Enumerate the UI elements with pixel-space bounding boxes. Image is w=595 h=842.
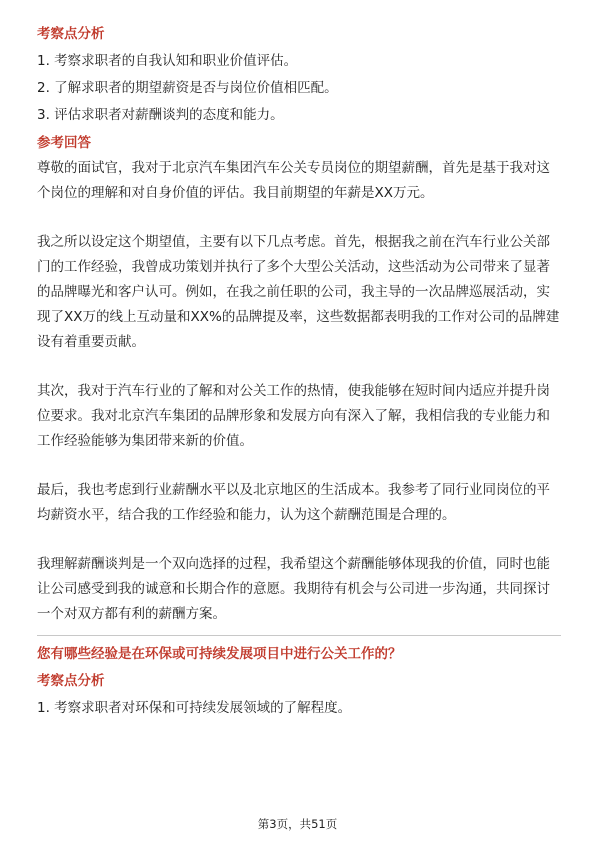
answer-paragraph: 最后，我也考虑到行业薪酬水平以及北京地区的生活成本。我参考了同行业同岗位的平均薪资水平，结合我的工作经验和能力，认为这个薪酬范围是合理的。 (37, 482, 550, 523)
answer-paragraph: 我理解薪酬谈判是一个双向选择的过程，我希望这个薪酬能够体现我的价值，同时也能让公司感受到我的诚意和长期合作的意愿。我期待有机会与公司进一步沟通，共同探讨一个对双方都有利的薪酬方案。 (37, 556, 550, 622)
analysis-point: 1. 考察求职者的自我认知和职业价值评估。 (37, 53, 298, 69)
answer-heading: 参考回答 (37, 135, 91, 151)
section-divider (37, 635, 561, 636)
analysis-heading: 考察点分析 (37, 673, 105, 689)
answer-paragraph: 尊敬的面试官，我对于北京汽车集团汽车公关专员岗位的期望薪酬，首先是基于我对这个岗位的理解和对自身价值的评估。我目前期望的年薪是XX万元。 (37, 160, 550, 201)
analysis-point: 3. 评估求职者对薪酬谈判的态度和能力。 (37, 107, 284, 123)
answer-paragraph: 其次，我对于汽车行业的了解和对公关工作的热情，使我能够在短时间内适应并提升岗位要求。我对北京汽车集团的品牌形象和发展方向有深入了解，我相信我的专业能力和工作经验能够为集团带来新的价值。 (37, 383, 550, 449)
question-title: 您有哪些经验是在环保或可持续发展项目中进行公关工作的？ (37, 646, 402, 662)
analysis-point: 1. 考察求职者对环保和可持续发展领域的了解程度。 (37, 700, 352, 716)
analysis-heading: 考察点分析 (37, 26, 105, 42)
answer-paragraph: 我之所以设定这个期望值，主要有以下几点考虑。首先，根据我之前在汽车行业公关部门的工作经验，我曾成功策划并执行了多个大型公关活动，这些活动为公司带来了显著的品牌曝光和客户认可。例如，在我之前任职的公司，我主导的一次品牌巡展活动，实现了XX万的线上互动量和XX%的品牌提及率，这些数据都表明我的工作对公司的品牌建设有着重要贡献。 (37, 234, 560, 350)
page-number: 第3页，共51页 (257, 817, 338, 831)
document-page (37, 24, 561, 718)
analysis-point: 2. 了解求职者的期望薪资是否与岗位价值相匹配。 (37, 80, 338, 96)
